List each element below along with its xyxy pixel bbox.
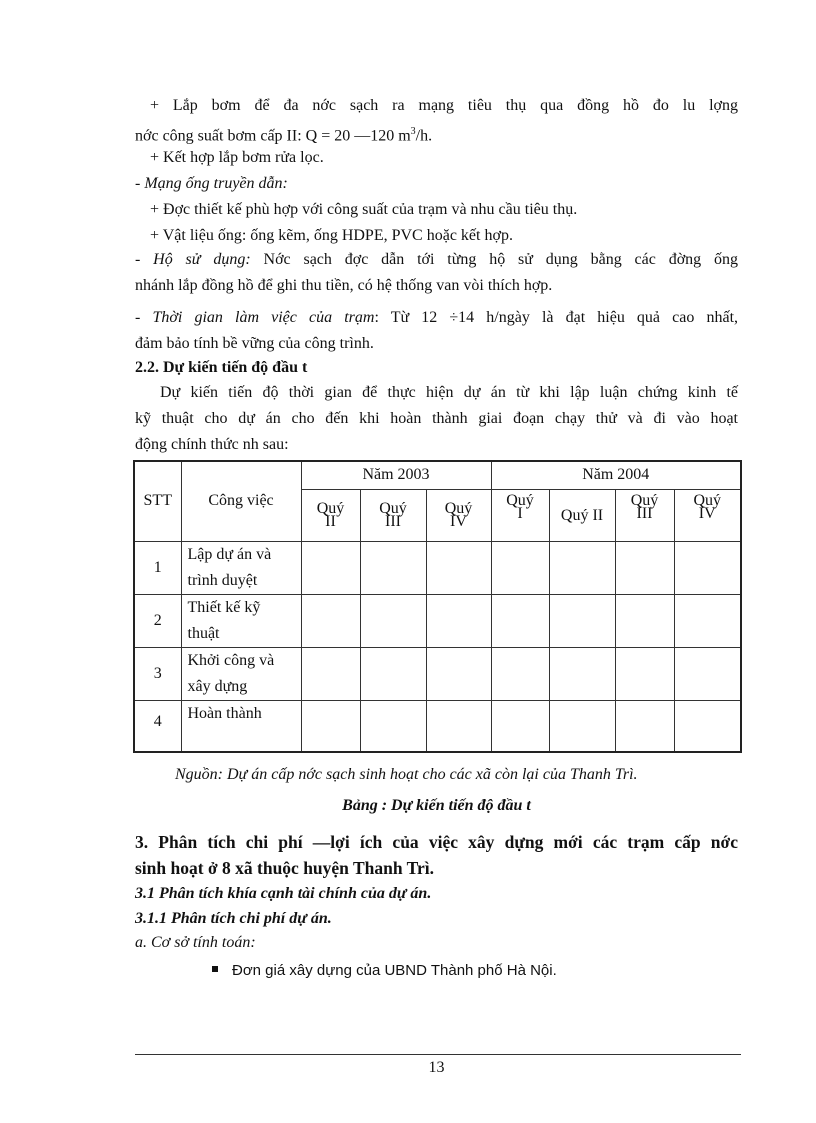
users-label: - Hộ sử dụng: <box>135 251 251 268</box>
section-2-2-heading: 2.2. Dự kiến tiến độ đầu t <box>135 359 308 376</box>
users-line-1 <box>135 250 738 270</box>
pump-line-2-unit: /h. <box>415 127 433 145</box>
row-task: Lập dự án và trình duyệt <box>181 541 301 594</box>
table-row <box>134 541 741 594</box>
network-item-2: + Vật liệu ống: ống kẽm, ống HDPE, PVC hoặc kết hợp. <box>150 227 513 244</box>
quarter-2004-iii: Quý III <box>615 489 674 541</box>
quarter-2004-iv: Quý IV <box>674 489 741 541</box>
worktime-label: - Thời gian làm việc của trạm <box>135 309 375 326</box>
source-note: Nguồn: Dự án cấp nớc sạch sinh hoạt cho các xã còn lại của Thanh Trì. <box>175 766 638 783</box>
row-stt: 1 <box>134 541 181 594</box>
section-2-2-line-3: động chính thức nh sau: <box>135 436 289 453</box>
section-3-heading-line-2: sinh hoạt ở 8 xã thuộc huyện Thanh Trì. <box>135 858 435 878</box>
page-number: 13 <box>428 1059 445 1076</box>
table-row <box>134 594 741 647</box>
row-stt: 3 <box>134 647 181 700</box>
pump-line-1: + Lắp bơm để đa nớc sạch ra mạng tiêu thụ qua đồng hồ đo lu lợng <box>150 97 738 114</box>
header-stt: STT <box>134 461 181 541</box>
quarter-2003-ii: Quý II <box>301 489 360 541</box>
network-item-1: + Đợc thiết kế phù hợp với công suất của trạm và nhu cầu tiêu thụ. <box>150 201 578 218</box>
pump-line-3: + Kết hợp lắp bơm rửa lọc. <box>150 149 324 166</box>
section-3-1-heading: 3.1 Phân tích khía cạnh tài chính của dự án. <box>135 885 432 902</box>
quarter-2003-iv: Quý IV <box>426 489 491 541</box>
row-task: Khởi công và xây dựng <box>181 647 301 700</box>
quarter-2004-ii: Quý II <box>549 489 615 541</box>
header-task: Công việc <box>181 461 301 541</box>
bullet-item <box>212 961 557 981</box>
bullet-item-text: Đơn giá xây dựng của UBND Thành phố Hà Nội. <box>232 962 557 979</box>
worktime-line-2: đảm bảo tính bề vững của công trình. <box>135 335 374 352</box>
users-line-2: nhánh lắp đồng hồ để ghi thu tiền, có hệ thống van vòi thích hợp. <box>135 277 553 294</box>
worktime-line-1 <box>135 308 738 328</box>
superscript: 3 <box>410 126 416 137</box>
subsection-a: a. Cơ sở tính toán: <box>135 934 256 951</box>
table-row <box>134 647 741 700</box>
pump-line-2 <box>135 122 432 146</box>
row-task: Hoàn thành <box>181 700 301 752</box>
section-3-1-1-heading: 3.1.1 Phân tích chi phí dự án. <box>135 910 332 927</box>
square-bullet-icon <box>212 966 218 972</box>
users-line-1-text: Nớc sạch đợc dẫn tới từng hộ sử dụng bằng các đờng ống <box>250 251 738 268</box>
header-year-2003: Năm 2003 <box>301 461 491 489</box>
schedule-table <box>133 460 742 753</box>
table-row <box>134 700 741 752</box>
worktime-line-1-text: : Từ 12 ÷14 h/ngày là đạt hiệu quả cao nhất, <box>374 309 739 326</box>
section-2-2-line-1: Dự kiến tiến độ thời gian để thực hiện dự án từ khi lập luận chứng kinh tế <box>160 384 738 401</box>
row-stt: 4 <box>134 700 181 752</box>
quarter-2004-i: Quý I <box>491 489 549 541</box>
footer-divider <box>135 1054 741 1055</box>
row-stt: 2 <box>134 594 181 647</box>
table-caption: Bảng : Dự kiến tiến độ đầu t <box>342 797 531 814</box>
quarter-2003-iii: Quý III <box>360 489 426 541</box>
pump-line-2-text: nớc công suất bơm cấp II: Q = 20 —120 m <box>135 127 411 145</box>
section-2-2-line-2: kỹ thuật cho dự án cho đến khi hoàn thành giai đoạn chạy thử và đi vào hoạt <box>135 410 738 427</box>
row-task: Thiết kế kỹ thuật <box>181 594 301 647</box>
network-label: - Mạng ống truyền dẫn: <box>135 175 288 192</box>
header-row-years <box>134 461 741 489</box>
header-year-2004: Năm 2004 <box>491 461 741 489</box>
section-3-heading-line-1: 3. Phân tích chi phí —lợi ích của việc xây dựng mới các trạm cấp nớc <box>135 832 738 852</box>
